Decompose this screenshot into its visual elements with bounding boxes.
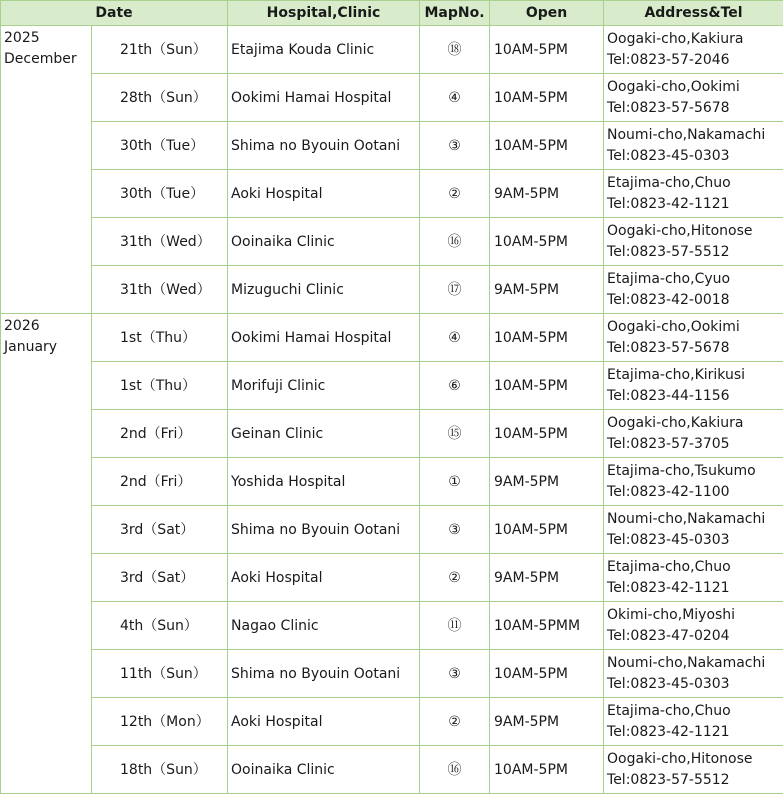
table-row: [1, 170, 783, 218]
address-tel-cell: [604, 506, 783, 554]
address-text: Etajima-cho,Chuo: [607, 174, 731, 191]
map-number-cell: ⑥: [420, 362, 490, 410]
date-cell: 31th（Wed）: [92, 218, 228, 266]
map-number-cell: ⑪: [420, 602, 490, 650]
date-cell: 3rd（Sat）: [92, 554, 228, 602]
map-number-cell: ⑯: [420, 218, 490, 266]
open-hours-cell: 9AM-5PM: [490, 458, 604, 506]
hospital-cell: Etajima Kouda Clinic: [228, 26, 420, 74]
date-cell: 30th（Tue）: [92, 122, 228, 170]
map-number-cell: ②: [420, 170, 490, 218]
date-cell: 2nd（Fri）: [92, 458, 228, 506]
map-number-cell: ④: [420, 314, 490, 362]
address-tel-cell: [604, 746, 783, 794]
address-text: Etajima-cho,Cyuo: [607, 270, 731, 287]
map-number-cell: ⑮: [420, 410, 490, 458]
table-row: [1, 122, 783, 170]
tel-text: Tel:0823-42-1100: [607, 483, 730, 500]
open-hours-cell: 10AM-5PM: [490, 314, 604, 362]
date-cell: 3rd（Sat）: [92, 506, 228, 554]
date-cell: 30th（Tue）: [92, 170, 228, 218]
hospital-cell: Ooinaika Clinic: [228, 218, 420, 266]
address-text: Oogaki-cho,Ookimi: [607, 78, 740, 95]
year-label: 2025: [4, 30, 40, 46]
header-map-no: MapNo.: [420, 1, 490, 26]
tel-text: Tel:0823-42-1121: [607, 723, 730, 740]
address-tel-cell: [604, 74, 783, 122]
address-text: Etajima-cho,Kirikusi: [607, 366, 746, 383]
address-text: Etajima-cho,Chuo: [607, 702, 731, 719]
map-number-cell: ②: [420, 554, 490, 602]
address-tel-cell: [604, 458, 783, 506]
address-tel-cell: [604, 266, 783, 314]
tel-text: Tel:0823-57-2046: [607, 51, 730, 68]
address-text: Oogaki-cho,Hitonose: [607, 750, 753, 767]
date-cell: 1st（Thu）: [92, 362, 228, 410]
address-tel-cell: [604, 602, 783, 650]
address-text: Noumi-cho,Nakamachi: [607, 510, 766, 527]
address-tel-cell: [604, 410, 783, 458]
map-number-cell: ③: [420, 650, 490, 698]
map-number-cell: ⑱: [420, 26, 490, 74]
address-text: Etajima-cho,Chuo: [607, 558, 731, 575]
date-cell: 21th（Sun）: [92, 26, 228, 74]
hospital-cell: Morifuji Clinic: [228, 362, 420, 410]
tel-text: Tel:0823-42-0018: [607, 291, 730, 308]
address-tel-cell: [604, 314, 783, 362]
hospital-cell: Mizuguchi Clinic: [228, 266, 420, 314]
header-hospital: Hospital,Clinic: [228, 1, 420, 26]
hospital-cell: Ookimi Hamai Hospital: [228, 74, 420, 122]
table-row: [1, 74, 783, 122]
tel-text: Tel:0823-45-0303: [607, 531, 730, 548]
map-number-cell: ②: [420, 698, 490, 746]
map-number-cell: ①: [420, 458, 490, 506]
header-address-tel: Address&Tel: [604, 1, 783, 26]
table-row: [1, 314, 783, 362]
open-hours-cell: 10AM-5PM: [490, 218, 604, 266]
header-open: Open: [490, 1, 604, 26]
table-row: [1, 554, 783, 602]
map-number-cell: ⑰: [420, 266, 490, 314]
hospital-cell: Ookimi Hamai Hospital: [228, 314, 420, 362]
date-cell: 18th（Sun）: [92, 746, 228, 794]
address-text: Oogaki-cho,Ookimi: [607, 318, 740, 335]
hospital-cell: Aoki Hospital: [228, 170, 420, 218]
open-hours-cell: 10AM-5PM: [490, 122, 604, 170]
open-hours-cell: 9AM-5PM: [490, 554, 604, 602]
address-tel-cell: [604, 170, 783, 218]
address-text: Oogaki-cho,Hitonose: [607, 222, 753, 239]
address-text: Oogaki-cho,Kakiura: [607, 414, 744, 431]
schedule-body: [1, 26, 783, 794]
tel-text: Tel:0823-45-0303: [607, 675, 730, 692]
table-row: [1, 362, 783, 410]
map-number-cell: ⑯: [420, 746, 490, 794]
tel-text: Tel:0823-42-1121: [607, 579, 730, 596]
address-tel-cell: [604, 362, 783, 410]
date-cell: 4th（Sun）: [92, 602, 228, 650]
tel-text: Tel:0823-57-5678: [607, 99, 730, 116]
month-group-label: [1, 314, 92, 794]
address-text: Noumi-cho,Nakamachi: [607, 654, 766, 671]
date-cell: 2nd（Fri）: [92, 410, 228, 458]
open-hours-cell: 10AM-5PM: [490, 746, 604, 794]
hospital-cell: Aoki Hospital: [228, 554, 420, 602]
header-row: [1, 1, 783, 26]
tel-text: Tel:0823-57-5512: [607, 771, 730, 788]
open-hours-cell: 10AM-5PMM: [490, 602, 604, 650]
date-cell: 11th（Sun）: [92, 650, 228, 698]
table-row: [1, 602, 783, 650]
table-row: [1, 698, 783, 746]
month-label: January: [4, 339, 58, 355]
address-tel-cell: [604, 698, 783, 746]
address-text: Noumi-cho,Nakamachi: [607, 126, 766, 143]
hospital-cell: Shima no Byouin Ootani: [228, 650, 420, 698]
address-tel-cell: [604, 26, 783, 74]
header-date: Date: [1, 1, 228, 26]
tel-text: Tel:0823-57-3705: [607, 435, 730, 452]
hospital-cell: Shima no Byouin Ootani: [228, 506, 420, 554]
address-text: Okimi-cho,Miyoshi: [607, 606, 736, 623]
hospital-cell: Shima no Byouin Ootani: [228, 122, 420, 170]
date-cell: 28th（Sun）: [92, 74, 228, 122]
address-text: Etajima-cho,Tsukumo: [607, 462, 756, 479]
table-row: [1, 506, 783, 554]
map-number-cell: ④: [420, 74, 490, 122]
month-group-label: [1, 26, 92, 314]
hospital-cell: Yoshida Hospital: [228, 458, 420, 506]
address-text: Oogaki-cho,Kakiura: [607, 30, 744, 47]
open-hours-cell: 10AM-5PM: [490, 650, 604, 698]
open-hours-cell: 10AM-5PM: [490, 506, 604, 554]
open-hours-cell: 10AM-5PM: [490, 74, 604, 122]
date-cell: 31th（Wed）: [92, 266, 228, 314]
address-tel-cell: [604, 122, 783, 170]
tel-text: Tel:0823-44-1156: [607, 387, 730, 404]
tel-text: Tel:0823-47-0204: [607, 627, 730, 644]
address-tel-cell: [604, 650, 783, 698]
table-row: [1, 458, 783, 506]
open-hours-cell: 9AM-5PM: [490, 266, 604, 314]
table-row: [1, 746, 783, 794]
date-cell: 12th（Mon）: [92, 698, 228, 746]
open-hours-cell: 10AM-5PM: [490, 410, 604, 458]
table-row: [1, 266, 783, 314]
hospital-cell: Nagao Clinic: [228, 602, 420, 650]
tel-text: Tel:0823-57-5678: [607, 339, 730, 356]
table-row: [1, 650, 783, 698]
hospital-cell: Aoki Hospital: [228, 698, 420, 746]
map-number-cell: ③: [420, 506, 490, 554]
open-hours-cell: 9AM-5PM: [490, 170, 604, 218]
open-hours-cell: 10AM-5PM: [490, 362, 604, 410]
open-hours-cell: 10AM-5PM: [490, 26, 604, 74]
hospital-cell: Geinan Clinic: [228, 410, 420, 458]
open-hours-cell: 9AM-5PM: [490, 698, 604, 746]
address-tel-cell: [604, 554, 783, 602]
month-label: December: [4, 51, 77, 67]
tel-text: Tel:0823-57-5512: [607, 243, 730, 260]
table-row: [1, 218, 783, 266]
year-label: 2026: [4, 318, 40, 334]
tel-text: Tel:0823-42-1121: [607, 195, 730, 212]
hospital-cell: Ooinaika Clinic: [228, 746, 420, 794]
date-cell: 1st（Thu）: [92, 314, 228, 362]
address-tel-cell: [604, 218, 783, 266]
map-number-cell: ③: [420, 122, 490, 170]
tel-text: Tel:0823-45-0303: [607, 147, 730, 164]
table-row: [1, 26, 783, 74]
table-row: [1, 410, 783, 458]
